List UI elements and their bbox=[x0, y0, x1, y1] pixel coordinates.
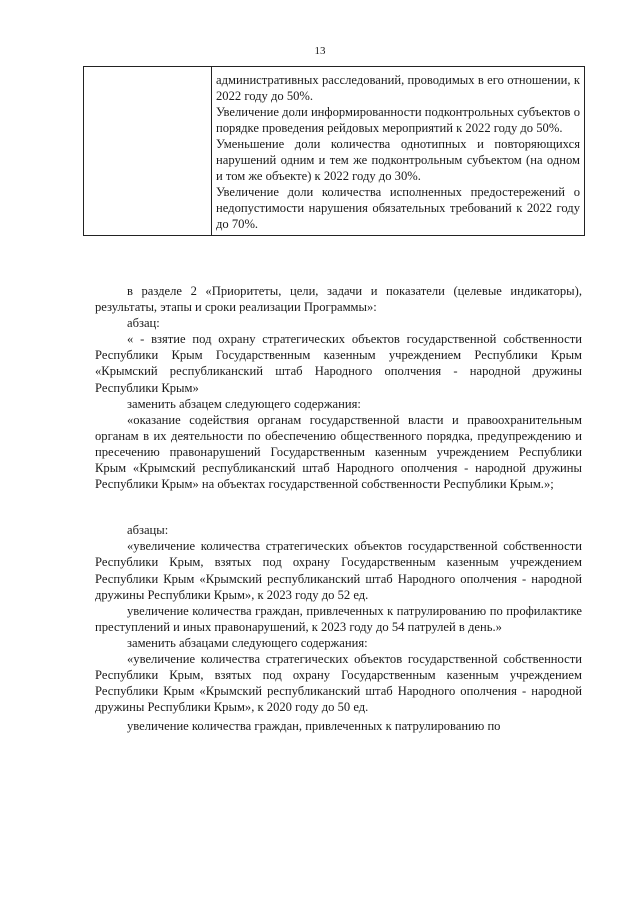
table-cell-indicators bbox=[212, 67, 585, 236]
body-paragraph: заменить абзацами следующего содержания: bbox=[127, 635, 368, 650]
indicator-paragraph: Увеличение доли количества исполненных предостережений о недопустимости нарушения обязательных требований к 2022 году до 70%. bbox=[216, 185, 580, 231]
body-paragraph: заменить абзацем следующего содержания: bbox=[127, 396, 361, 411]
page-number: 13 bbox=[314, 45, 326, 57]
indicator-paragraph: Увеличение доли информированности подконтрольных субъектов о порядке проведения рейдовых мероприятий к 2022 году до 50%. bbox=[216, 105, 580, 135]
document-body bbox=[95, 283, 582, 734]
body-paragraph: «оказание содействия органам государственной власти и правоохранительным органам в их деятельности по обеспечению общественного порядка, предупреждению и пресечению правонарушений Государственным казенным учреждением Республики Крым «Крымский республиканский штаб Народного ополчения - народной дружины Республики Крым» на объектах государственной собственности Республики Крым.»; bbox=[95, 412, 582, 492]
body-paragraph: «увеличение количества стратегических объектов государственной собственности Республики Крым, взятых под охрану Государственным казенным учреждением Республики Крым «Крымский республиканский штаб Народного ополчения - народной дружины Республики Крым», к 2023 году до 52 ед. bbox=[95, 539, 582, 602]
body-paragraph: в разделе 2 «Приоритеты, цели, задачи и показатели (целевые индикаторы), результаты, этапы и сроки реализации Программы»: bbox=[95, 284, 582, 315]
indicator-paragraph: административных расследований, проводимых в его отношении, к 2022 году до 50%. bbox=[216, 73, 580, 103]
indicator-paragraph: Уменьшение доли количества однотипных и повторяющихся нарушений одним и тем же подконтрольным субъектом (на одном и том же объекте) к 2022 году до 30%. bbox=[216, 137, 580, 183]
continuation-table bbox=[83, 66, 585, 236]
table-cell-empty bbox=[84, 67, 212, 236]
body-paragraph: абзацы: bbox=[127, 523, 169, 538]
body-paragraph: увеличение количества граждан, привлеченных к патрулированию по профилактике преступлений и иных правонарушений, к 2023 году до 54 патрулей в день.» bbox=[95, 603, 582, 634]
body-paragraph: увеличение количества граждан, привлеченных к патрулированию по bbox=[127, 719, 501, 734]
table-row bbox=[84, 67, 585, 236]
body-paragraph: абзац: bbox=[127, 316, 160, 331]
body-paragraph: «увеличение количества стратегических объектов государственной собственности Республики Крым, взятых под охрану Государственным казенным учреждением Республики Крым «Крымский республиканский штаб Народного ополчения - народной дружины Республики Крым», к 2020 году до 50 ед. bbox=[95, 651, 582, 715]
body-paragraph: « - взятие под охрану стратегических объектов государственной собственности Республики Крым Государственным казенным учреждением Республики Крым «Крымский республиканский штаб Народного ополчения - народной дружины Республики Крым» bbox=[95, 332, 582, 395]
